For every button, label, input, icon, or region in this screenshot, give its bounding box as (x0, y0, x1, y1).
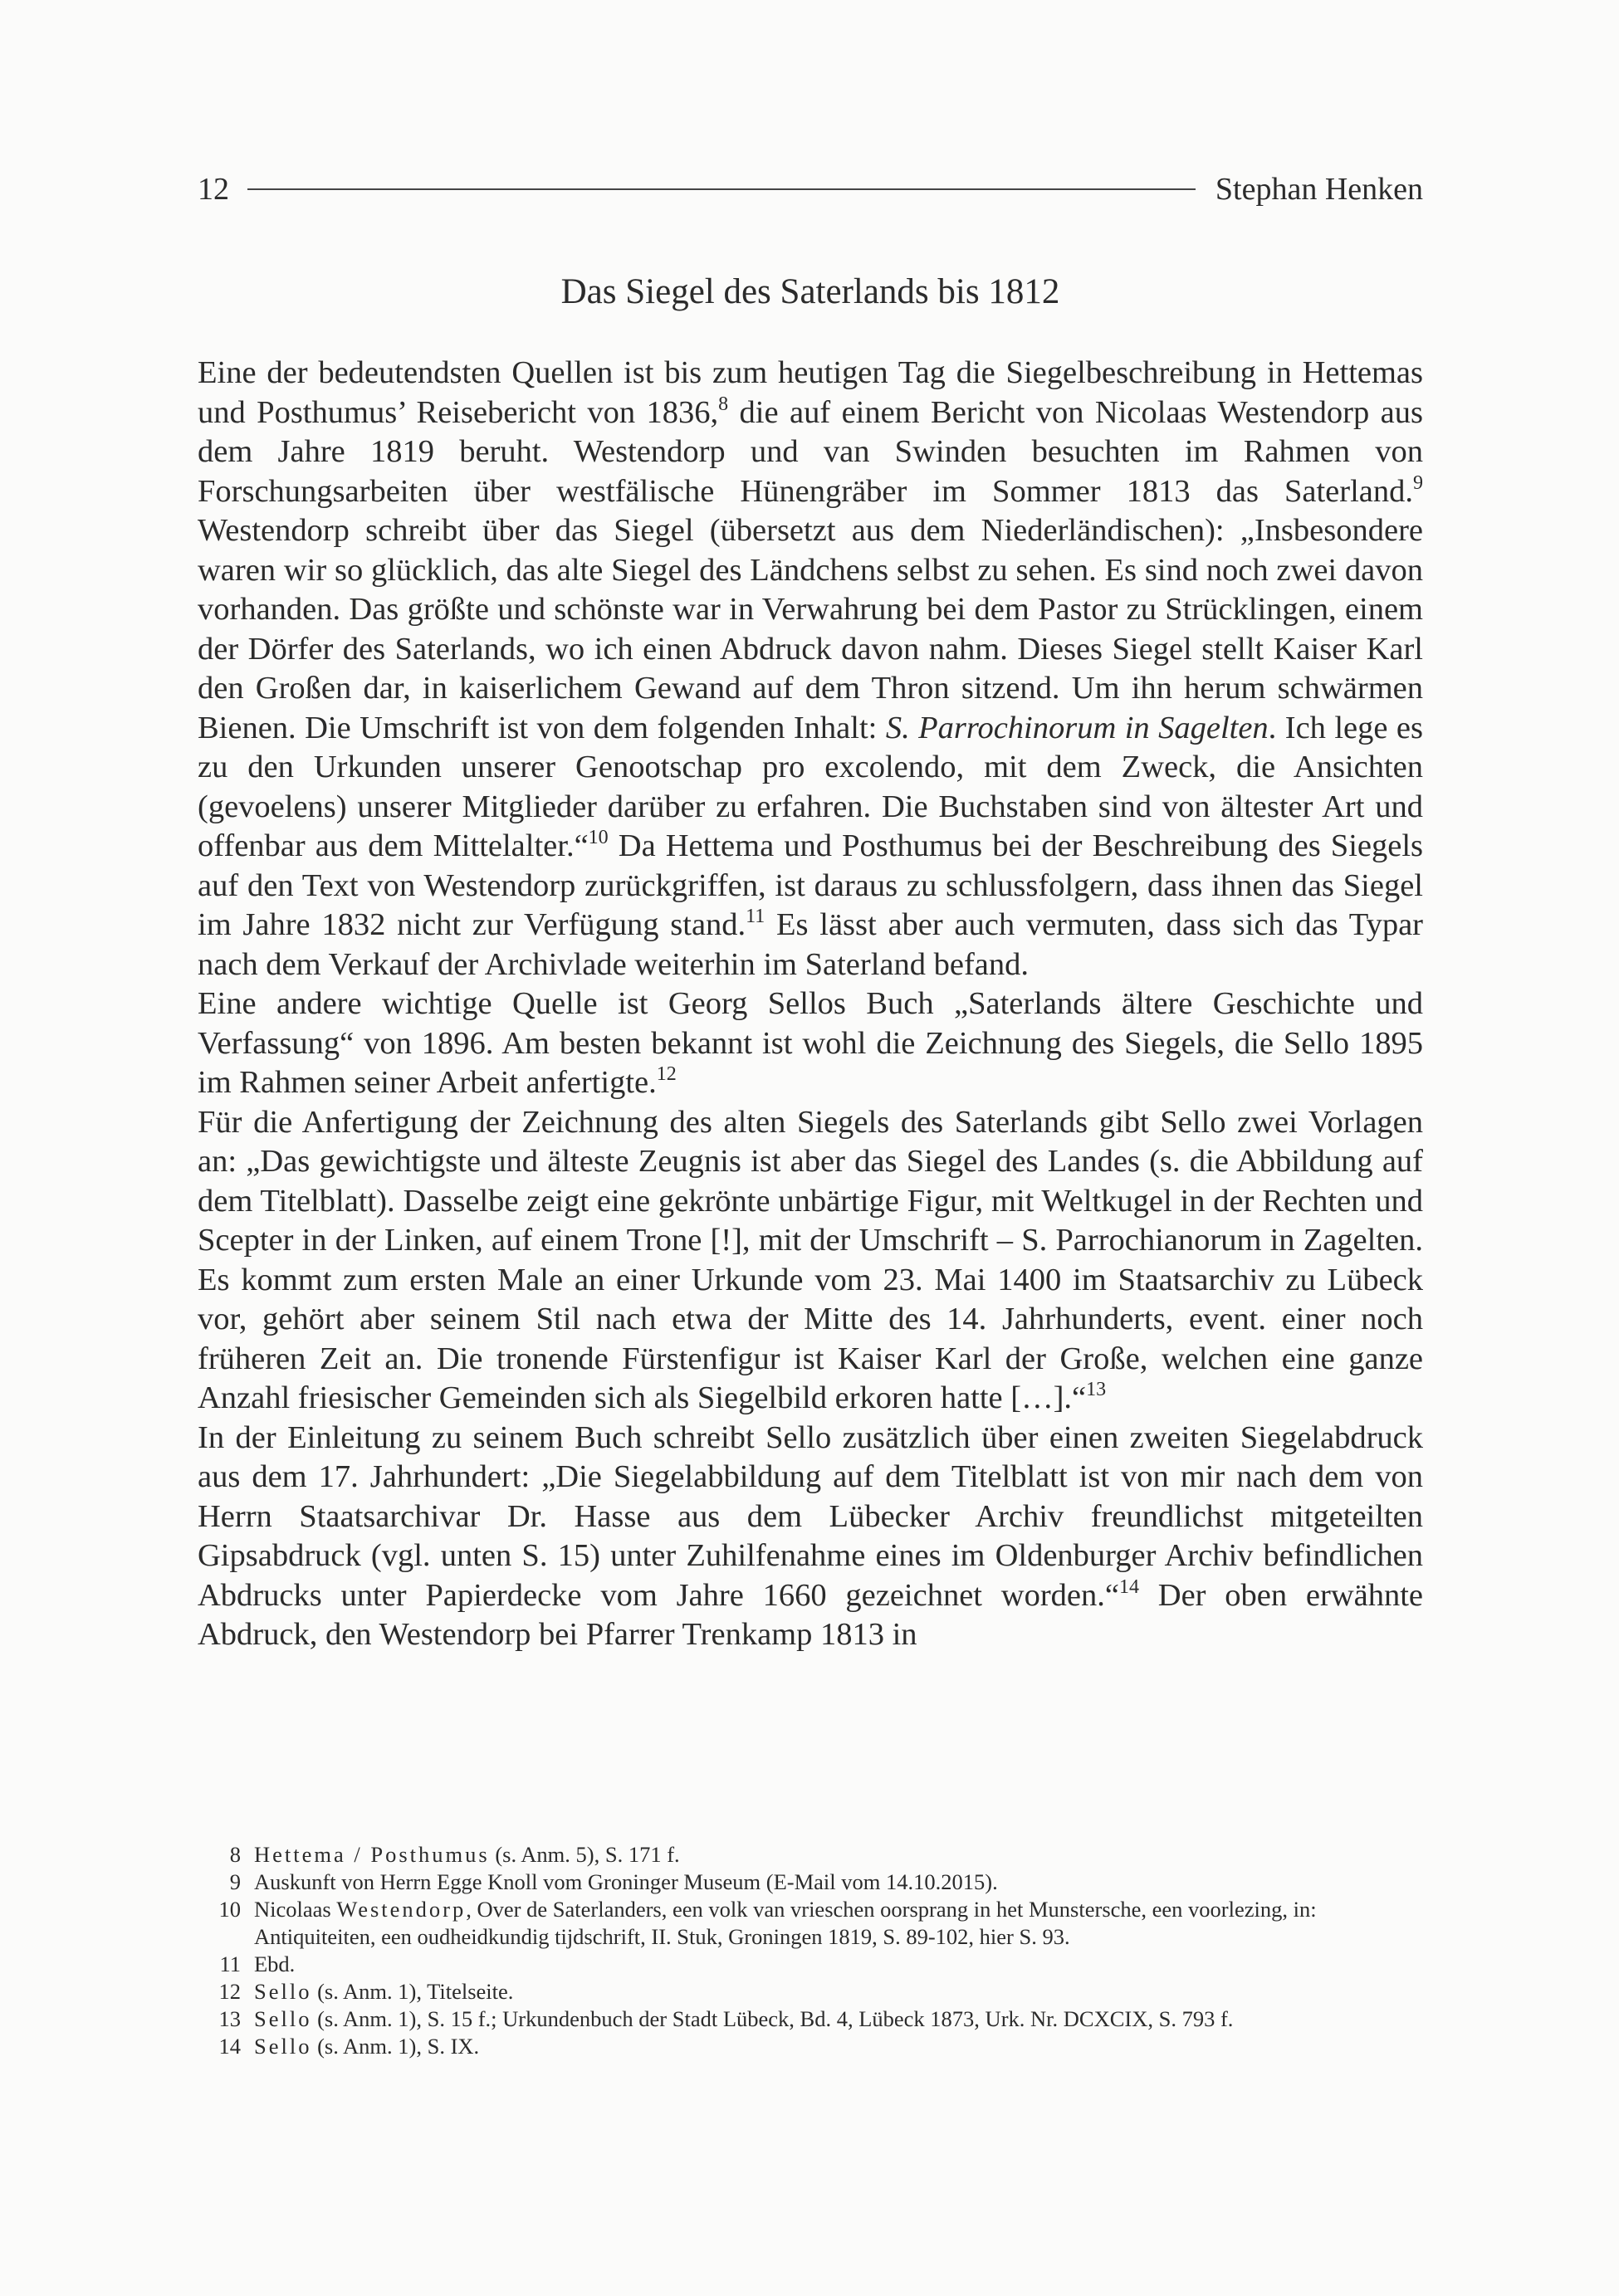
footnote (198, 2005, 1423, 2033)
text-run: In der Einleitung zu seinem Buch schreibt Sello zusätzlich über einen zweiten Siegelabdruck aus dem 17. Jahrhundert: „Die Siegelabbildung auf dem Titelblatt ist von mir nach dem von Herrn Staatsarchivar Dr. Hasse aus dem Lübecker Archiv freundlichst mitgeteilten Gipsabdruck (vgl. unten S. 15) unter Zuhilfenahme eines im Oldenburger Archiv befindlichen Abdrucks unter Papierdecke vom Jahre 1660 gezeichnet worden.“ (198, 1419, 1423, 1613)
footnote-ref: 9 (1413, 471, 1423, 494)
text-run: Eine der bedeutendsten Quellen ist bis zum heutigen Tag die Siegelbeschreibung in Hettemas und Posthumus’ Reisebericht von 1836, (198, 355, 1423, 430)
paragraph (198, 1419, 1423, 1655)
footnote-text (254, 2033, 1423, 2060)
footnote-number: 13 (218, 2006, 241, 2031)
footnote-ref: 8 (718, 393, 729, 415)
footnote (198, 2033, 1423, 2060)
text-run: , Over de Saterlanders, een volk van vrieschen oorsprang in het Munstersche, een voorlezing, in: Antiquiteiten, een oudheidkundig tijdschrift, II. Stuk, Groningen 1819, S. 89-102, hier S. 93. (254, 1897, 1317, 1949)
paragraph (198, 1103, 1423, 1419)
footnote-text (254, 1978, 1423, 2005)
text-run: (s. Anm. 1), S. 15 f.; Urkundenbuch der Stadt Lübeck, Bd. 4, Lübeck 1873, Urk. Nr. DCXCIX, S. 793 f. (311, 2006, 1234, 2031)
footnote-number: 9 (229, 1869, 241, 1894)
author-name: Hettema / Posthumus (254, 1842, 490, 1867)
text-run: Nicolaas (254, 1897, 337, 1922)
footnote-number: 14 (218, 2034, 241, 2059)
text-run: die auf einem Bericht von Nicolaas Westendorp aus dem Jahre 1819 beruht. Westendorp und van Swinden besuchten im Rahmen von Forschungsarbeiten über westfälische Hünengräber im Sommer 1813 das Saterland. (198, 394, 1423, 509)
footnote-text (254, 1896, 1423, 1951)
footnotes (198, 1841, 1423, 2060)
footnote-text (254, 1869, 1423, 1896)
text-run: . Ich lege es zu den Urkunden unserer Genootschap pro excolendo, mit dem Zweck, die Ansichten (gevoelens) unserer Mitglieder darüber zu erfahren. Die Buchstaben sind von ältester Art und offenbar aus dem Mittelalter.“ (198, 710, 1423, 863)
text-run: Westendorp schreibt über das Siegel (übersetzt aus dem Niederländischen): „Insbesondere waren wir so glücklich, das alte Siegel des Ländchens selbst zu sehen. Es sind noch zwei davon vorhanden. Das größte und schönste war in Verwahrung bei dem Pastor zu Strücklingen, einem der Dörfer des Saterlands, wo ich einen Abdruck davon nahm. Dieses Siegel stellt Kaiser Karl den Großen dar, in kaiserlichem Gewand auf dem Thron sitzend. Um ihn herum schwärmen Bienen. Die Umschrift ist von dem folgenden Inhalt: (198, 513, 1423, 745)
author-name: Sello (254, 2006, 312, 2031)
footnote (198, 1896, 1423, 1951)
footnote-text (254, 1951, 1423, 1978)
text-run: Ebd. (254, 1952, 296, 1976)
section-title: Das Siegel des Saterlands bis 1812 (560, 272, 1060, 311)
running-head-author: Stephan Henken (1215, 172, 1423, 207)
footnote-number: 11 (219, 1952, 241, 1976)
header-rule (247, 188, 1196, 190)
footnote-ref: 12 (656, 1063, 677, 1085)
footnote-ref: 10 (588, 827, 609, 848)
footnote-text (254, 1841, 1423, 1869)
footnote-ref: 11 (746, 906, 765, 927)
footnote (198, 1951, 1423, 1978)
footnote-ref: 14 (1118, 1575, 1139, 1598)
running-head (198, 164, 1423, 214)
author-name: Westendorp (336, 1897, 467, 1922)
body-text (198, 354, 1423, 1655)
footnote-ref: 13 (1086, 1379, 1107, 1400)
footnote-number: 12 (218, 1979, 241, 2004)
text-run: Für die Anfertigung der Zeichnung des alten Siegels des Saterlands gibt Sello zwei Vorlagen an: „Das gewichtigste und älteste Zeugnis ist aber das Siegel des Landes (s. die Abbildung auf dem Titelblatt). Dasselbe zeigt eine gekrönte unbärtige Figur, mit Weltkugel in der Rechten und Scepter in der Linken, auf einem Trone [!], mit der Umschrift – S. Parrochianorum in Zagelten. Es kommt zum ersten Male an einer Urkunde vom 23. Mai 1400 im Staatsarchiv zu Lübeck vor, gehört aber seinem Stil nach etwa der Mitte des 14. Jahrhunderts, event. einer noch früheren Zeit an. Die tronende Fürstenfigur ist Kaiser Karl der Große, welchen eine ganze Anzahl friesischer Gemeinden sich als Siegelbild erkoren hatte […].“ (198, 1104, 1423, 1415)
footnote-number: 10 (218, 1897, 241, 1922)
text-run: Es lässt aber auch vermuten, dass sich das Typar nach dem Verkauf der Archivlade weiterhin im Saterland befand. (198, 907, 1423, 982)
text-run: Eine andere wichtige Quelle ist Georg Sellos Buch „Saterlands ältere Geschichte und Verfassung“ von 1896. Am besten bekannt ist wohl die Zeichnung des Siegels, die Sello 1895 im Rahmen seiner Arbeit anfertigte. (198, 986, 1423, 1100)
author-name: Sello (254, 2034, 312, 2059)
footnote (198, 1978, 1423, 2005)
footnote (198, 1841, 1423, 1869)
text-run: Da Hettema und Posthumus bei der Beschreibung des Siegels auf den Text von Westendorp zurückgriffen, ist daraus zu schlussfolgern, dass ihnen das Siegel im Jahre 1832 nicht zur Verfügung stand. (198, 828, 1423, 942)
page-number: 12 (198, 172, 229, 207)
footnote (198, 1869, 1423, 1896)
text-run: (s. Anm. 5), S. 171 f. (489, 1842, 680, 1867)
author-name: Sello (254, 1979, 312, 2004)
italic-text: S. Parrochinorum in Sagelten (885, 710, 1269, 745)
footnote-text (254, 2005, 1423, 2033)
text-run: (s. Anm. 1), S. IX. (311, 2034, 480, 2059)
footnote-number: 8 (229, 1842, 241, 1867)
text-run: Auskunft von Herrn Egge Knoll vom Groninger Museum (E-Mail vom 14.10.2015). (254, 1869, 998, 1894)
paragraph (198, 984, 1423, 1103)
paragraph (198, 354, 1423, 984)
text-run: Der oben erwähnte Abdruck, den Westendorp bei Pfarrer Trenkamp 1813 in (198, 1577, 1424, 1652)
text-run: (s. Anm. 1), Titelseite. (311, 1979, 514, 2004)
